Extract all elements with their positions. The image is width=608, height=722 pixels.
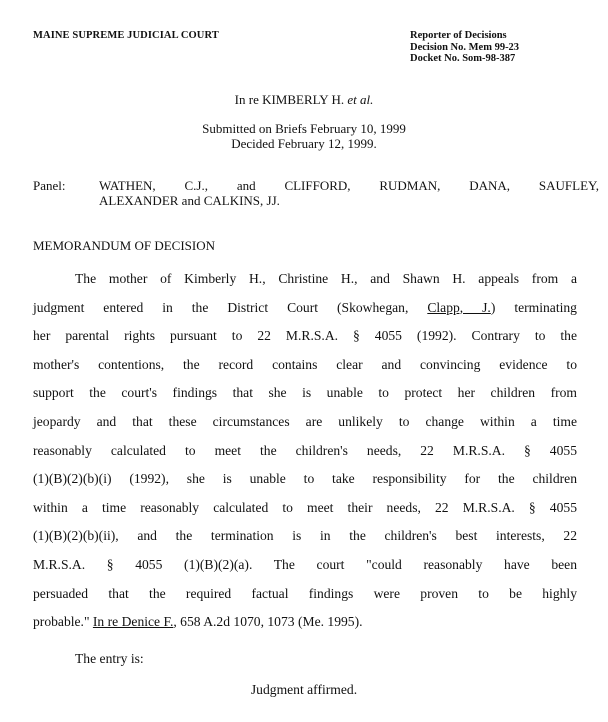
citation-reporter: , 658 A.2d 1070, 1073 (Me. 1995). [173,614,363,630]
body-line: support the court's findings that she is unable to protect her children from [33,385,577,401]
body-line-text: judgment entered in the District Court (Skowhegan, [33,299,428,315]
panel-justices-line-1 [99,178,599,193]
entry-label: The entry is: [75,651,144,666]
body-line-text: terminating [514,299,577,315]
reporter-block [410,30,519,65]
memorandum-heading: MEMORANDUM OF DECISION [33,238,216,253]
panel-word: DANA, [469,178,511,193]
body-line [33,608,577,637]
panel-word: and [236,178,256,193]
judgment: Judgment affirmed. [250,682,358,697]
memorandum-body [33,265,577,637]
body-line: (1)(B)(2)(b)(i) (1992), she is unable to take responsibility for the children [33,471,577,487]
body-line: jeopardy and that these circumstances are unlikely to change within a time [33,413,577,429]
panel-word: C.J., [184,178,208,193]
body-line: her parental rights pursuant to 22 M.R.S.A. § 4055 (1992). Contrary to the [33,328,577,344]
case-name-suffix: et al. [347,92,374,107]
court-name: MAINE SUPREME JUDICIAL COURT [33,30,219,41]
case-name: In re KIMBERLY H. [234,92,345,107]
decided-date: Decided February 12, 1999. [231,136,377,151]
body-line-text: ) [490,299,515,315]
body-line: reasonably calculated to meet the children's needs, 22 M.R.S.A. § 4055 [33,442,577,458]
body-line: within a time reasonably calculated to meet their needs, 22 M.R.S.A. § 4055 [33,499,577,515]
body-line: mother's contentions, the record contains clear and convincing evidence to [33,356,577,372]
panel-label: Panel: [33,178,66,193]
decision-number: Decision No. Mem 99-23 [410,41,520,53]
body-line: The mother of Kimberly H., Christine H., and Shawn H. appeals from a [75,271,577,286]
submitted-date: Submitted on Briefs February 10, 1999 [202,121,406,136]
body-line [33,294,577,323]
case-title [0,92,608,108]
panel-word: CLIFFORD, [284,178,351,193]
trial-judge: Clapp, J. [427,299,491,315]
body-line: persuaded that the required factual findings were proven to be highly [33,585,577,601]
panel-word: SAUFLEY, [538,178,599,193]
reporter-label: Reporter of Decisions [410,30,507,41]
body-line: (1)(B)(2)(b)(ii), and the termination is in the children's best interests, 22 [33,528,577,544]
case-dates [0,121,608,151]
panel-word: RUDMAN, [379,178,441,193]
docket-number: Docket No. Som-98-387 [410,53,516,64]
body-line-text: probable." [33,614,93,630]
panel-word: WATHEN, [99,178,156,193]
body-line: M.R.S.A. § 4055 (1)(B)(2)(a). The court "could reasonably have been [33,556,577,572]
panel-justices-line-2: ALEXANDER and CALKINS, JJ. [99,193,280,208]
panel-justices [99,178,599,208]
citation-case-name: In re Denice F. [92,614,174,630]
